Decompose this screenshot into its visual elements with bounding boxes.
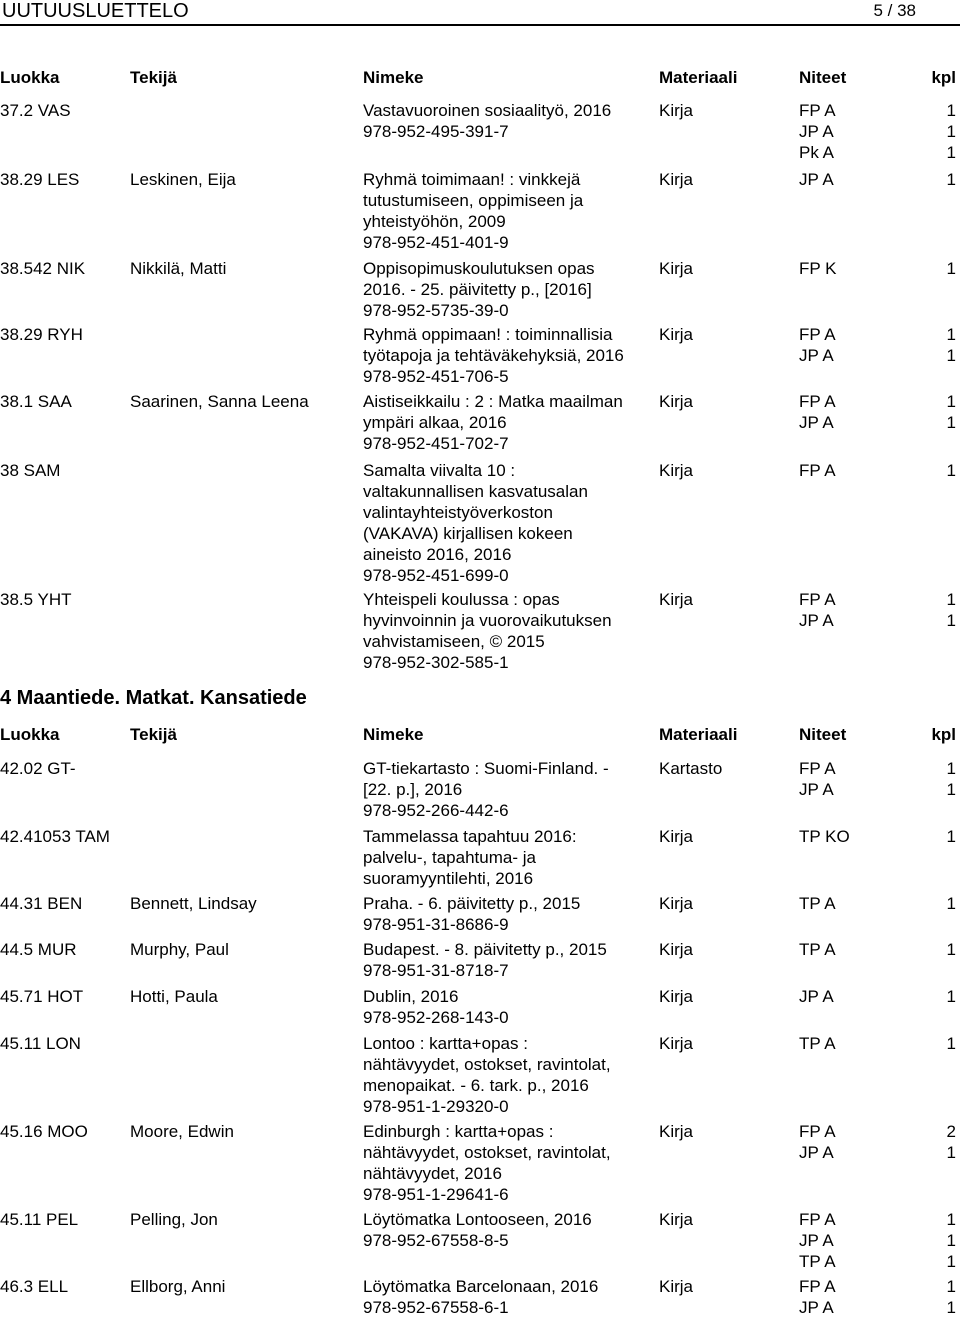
tekija-cell xyxy=(130,460,360,481)
nimeke-cell-line: 978-952-451-706-5 xyxy=(363,367,509,386)
luokka-cell xyxy=(0,100,128,121)
kpl-cell-line: 1 xyxy=(946,1231,956,1250)
nimeke-cell-line: Ryhmä toimimaan! : vinkkejä xyxy=(363,170,581,189)
nimeke-cell xyxy=(363,460,655,586)
materiaali-cell xyxy=(659,169,799,190)
materiaali-cell xyxy=(659,758,799,779)
tekija-cell xyxy=(130,986,360,1007)
tekija-cell-line: Leskinen, Eija xyxy=(130,170,236,189)
nimeke-cell-line: Budapest. - 8. päivitetty p., 2015 xyxy=(363,940,607,959)
luokka-cell xyxy=(0,986,128,1007)
niteet-cell-line: FP A xyxy=(799,590,836,609)
kpl-cell xyxy=(926,1276,956,1318)
niteet-cell-line: JP A xyxy=(799,1298,834,1317)
nimeke-cell-line: 2016. - 25. päivitetty p., [2016] xyxy=(363,280,592,299)
materiaali-cell-line: Kirja xyxy=(659,987,694,1006)
section-title: 4 Maantiede. Matkat. Kansatiede xyxy=(0,687,307,709)
niteet-cell xyxy=(799,324,919,366)
kpl-cell-line: 1 xyxy=(946,413,956,432)
niteet-cell-line: FP A xyxy=(799,1277,836,1296)
kpl-cell xyxy=(926,391,956,433)
tekija-cell xyxy=(130,893,360,914)
luokka-cell-line: 45.16 MOO xyxy=(0,1122,88,1141)
materiaali-cell xyxy=(659,986,799,1007)
niteet-cell-line: TP A xyxy=(799,1252,836,1271)
kpl-cell-line: 1 xyxy=(946,170,956,189)
materiaali-cell xyxy=(659,391,799,412)
niteet-cell xyxy=(799,1033,919,1054)
luokka-cell xyxy=(0,1121,128,1142)
nimeke-cell-line: 978-952-495-391-7 xyxy=(363,122,509,141)
page-number: 5 / 38 xyxy=(873,1,916,20)
materiaali-cell xyxy=(659,1276,799,1297)
niteet-cell-line: JP A xyxy=(799,987,834,1006)
kpl-cell xyxy=(926,589,956,631)
nimeke-cell-line: menopaikat. - 6. tark. p., 2016 xyxy=(363,1076,589,1095)
column-header-nimeke: Nimeke xyxy=(363,725,424,744)
nimeke-cell-line: tutustumiseen, oppimiseen ja xyxy=(363,191,584,210)
nimeke-cell xyxy=(363,758,655,821)
tekija-cell xyxy=(130,1121,360,1142)
nimeke-cell-line: Löytömatka Barcelonaan, 2016 xyxy=(363,1277,599,1296)
nimeke-cell xyxy=(363,1121,655,1205)
materiaali-cell-line: Kirja xyxy=(659,259,694,278)
nimeke-cell-line: suoramyyntilehti, 2016 xyxy=(363,869,534,888)
page-header xyxy=(0,0,960,24)
luokka-cell-line: 44.31 BEN xyxy=(0,894,83,913)
tekija-cell-line xyxy=(130,324,360,345)
materiaali-cell xyxy=(659,258,799,279)
niteet-cell xyxy=(799,1209,919,1272)
nimeke-cell xyxy=(363,893,655,935)
kpl-cell xyxy=(926,939,956,960)
kpl-cell xyxy=(926,1209,956,1272)
tekija-cell-line xyxy=(130,826,360,847)
kpl-cell xyxy=(926,100,956,163)
nimeke-cell-line: vahvistamiseen, © 2015 xyxy=(363,632,545,651)
nimeke-cell-line: palvelu-, tapahtuma- ja xyxy=(363,848,536,867)
niteet-cell xyxy=(799,100,919,163)
niteet-cell-line: FP A xyxy=(799,101,836,120)
niteet-cell-line: JP A xyxy=(799,346,834,365)
luokka-cell xyxy=(0,460,128,481)
nimeke-cell xyxy=(363,986,655,1028)
tekija-cell-line xyxy=(130,758,360,779)
nimeke-cell-line: Edinburgh : kartta+opas : xyxy=(363,1122,554,1141)
column-header-luokka: Luokka xyxy=(0,725,60,744)
luokka-cell-line: 45.11 LON xyxy=(0,1034,81,1053)
nimeke-cell-line: ympäri alkaa, 2016 xyxy=(363,413,507,432)
tekija-cell xyxy=(130,324,360,345)
nimeke-cell-line: Aistiseikkailu : 2 : Matka maailman xyxy=(363,392,623,411)
kpl-cell-line: 1 xyxy=(946,461,956,480)
luokka-cell xyxy=(0,589,128,610)
nimeke-cell-line: Tammelassa tapahtuu 2016: xyxy=(363,827,577,846)
kpl-cell xyxy=(926,986,956,1007)
luokka-cell-line: 45.11 PEL xyxy=(0,1210,79,1229)
nimeke-cell xyxy=(363,826,655,889)
kpl-cell xyxy=(926,893,956,914)
niteet-cell-line: FP A xyxy=(799,759,836,778)
nimeke-cell xyxy=(363,1033,655,1117)
niteet-cell-line: JP A xyxy=(799,611,834,630)
nimeke-cell-line: yhteistyöhön, 2009 xyxy=(363,212,506,231)
nimeke-cell-line: Samalta viivalta 10 : xyxy=(363,461,516,480)
nimeke-cell-line: 978-952-67558-6-1 xyxy=(363,1298,509,1317)
column-header-materiaali: Materiaali xyxy=(659,725,738,744)
luokka-cell-line: 37.2 VAS xyxy=(0,101,71,120)
materiaali-cell-line: Kirja xyxy=(659,101,694,120)
tekija-cell xyxy=(130,391,360,412)
niteet-cell xyxy=(799,758,919,800)
materiaali-cell-line: Kirja xyxy=(659,590,694,609)
tekija-cell-line xyxy=(130,1033,360,1054)
niteet-cell-line: JP A xyxy=(799,780,834,799)
materiaali-cell-line: Kirja xyxy=(659,1210,694,1229)
luokka-cell xyxy=(0,1209,128,1230)
niteet-cell xyxy=(799,589,919,631)
materiaali-cell-line: Kirja xyxy=(659,1122,694,1141)
luokka-cell xyxy=(0,758,128,779)
materiaali-cell xyxy=(659,1209,799,1230)
niteet-cell xyxy=(799,258,919,279)
nimeke-cell-line: Yhteispeli koulussa : opas xyxy=(363,590,560,609)
tekija-cell-line: Bennett, Lindsay xyxy=(130,894,257,913)
niteet-cell xyxy=(799,1121,919,1163)
materiaali-cell xyxy=(659,324,799,345)
luokka-cell xyxy=(0,939,128,960)
kpl-cell-line: 1 xyxy=(946,590,956,609)
tekija-cell xyxy=(130,826,360,847)
luokka-cell-line: 44.5 MUR xyxy=(0,940,77,959)
tekija-cell xyxy=(130,169,360,190)
kpl-cell-line: 1 xyxy=(946,1210,956,1229)
materiaali-cell xyxy=(659,460,799,481)
niteet-cell-line: FP K xyxy=(799,259,837,278)
nimeke-cell xyxy=(363,589,655,673)
kpl-cell-line: 1 xyxy=(946,987,956,1006)
tekija-cell-line: Nikkilä, Matti xyxy=(130,259,227,278)
nimeke-cell-line: [22. p.], 2016 xyxy=(363,780,463,799)
kpl-cell-line: 1 xyxy=(946,122,956,141)
kpl-cell-line: 1 xyxy=(946,894,956,913)
niteet-cell-line: TP A xyxy=(799,894,836,913)
luokka-cell-line: 42.02 GT- xyxy=(0,759,76,778)
nimeke-cell-line: valintayhteistyöverkoston xyxy=(363,503,553,522)
materiaali-cell xyxy=(659,893,799,914)
kpl-cell xyxy=(926,460,956,481)
kpl-cell-line: 1 xyxy=(946,346,956,365)
header-rule xyxy=(0,24,960,26)
kpl-cell-line: 1 xyxy=(946,1298,956,1317)
column-header-tekija: Tekijä xyxy=(130,68,177,87)
tekija-cell xyxy=(130,1276,360,1297)
niteet-cell-line: Pk A xyxy=(799,143,834,162)
niteet-cell-line: JP A xyxy=(799,122,834,141)
nimeke-cell xyxy=(363,258,655,321)
nimeke-cell-line: Praha. - 6. päivitetty p., 2015 xyxy=(363,894,581,913)
nimeke-cell xyxy=(363,1276,655,1318)
nimeke-cell-line: 978-952-451-702-7 xyxy=(363,434,509,453)
niteet-cell xyxy=(799,893,919,914)
nimeke-cell-line: hyvinvoinnin ja vuorovaikutuksen xyxy=(363,611,612,630)
nimeke-cell-line: 978-952-268-143-0 xyxy=(363,1008,509,1027)
kpl-cell-line: 1 xyxy=(946,1277,956,1296)
luokka-cell xyxy=(0,391,128,412)
document-title: UUTUUSLUETTELO xyxy=(2,0,189,22)
kpl-cell-line: 1 xyxy=(946,759,956,778)
materiaali-cell xyxy=(659,1033,799,1054)
nimeke-cell-line: 978-952-302-585-1 xyxy=(363,653,509,672)
kpl-cell-line: 1 xyxy=(946,780,956,799)
niteet-cell xyxy=(799,391,919,433)
materiaali-cell xyxy=(659,1121,799,1142)
niteet-cell-line: FP A xyxy=(799,1122,836,1141)
nimeke-cell-line: Oppisopimuskoulutuksen opas xyxy=(363,259,595,278)
tekija-cell-line: Hotti, Paula xyxy=(130,987,218,1006)
nimeke-cell-line: (VAKAVA) kirjallisen kokeen xyxy=(363,524,573,543)
niteet-cell xyxy=(799,1276,919,1318)
materiaali-cell-line: Kirja xyxy=(659,827,694,846)
luokka-cell xyxy=(0,826,128,847)
nimeke-cell-line: 978-951-1-29320-0 xyxy=(363,1097,509,1116)
tekija-cell xyxy=(130,258,360,279)
kpl-cell xyxy=(926,826,956,847)
materiaali-cell-line: Kirja xyxy=(659,894,694,913)
kpl-cell-line: 1 xyxy=(946,611,956,630)
kpl-cell-line: 1 xyxy=(946,259,956,278)
kpl-cell-line: 1 xyxy=(946,827,956,846)
niteet-cell-line: FP A xyxy=(799,1210,836,1229)
column-header-niteet: Niteet xyxy=(799,725,847,744)
materiaali-cell-line: Kirja xyxy=(659,940,694,959)
nimeke-cell-line: nähtävyydet, ostokset, ravintolat, xyxy=(363,1143,611,1162)
column-headers-2 xyxy=(0,724,960,746)
nimeke-cell xyxy=(363,100,655,142)
kpl-cell-line: 1 xyxy=(946,325,956,344)
nimeke-cell xyxy=(363,169,655,253)
niteet-cell-line: JP A xyxy=(799,170,834,189)
nimeke-cell-line: Vastavuoroinen sosiaalityö, 2016 xyxy=(363,101,612,120)
luokka-cell-line: 45.71 HOT xyxy=(0,987,84,1006)
nimeke-cell-line: työtapoja ja tehtäväkehyksiä, 2016 xyxy=(363,346,624,365)
nimeke-cell-line: valtakunnallisen kasvatusalan xyxy=(363,482,588,501)
tekija-cell-line xyxy=(130,100,360,121)
tekija-cell-line: Moore, Edwin xyxy=(130,1122,234,1141)
nimeke-cell-line: nähtävyydet, ostokset, ravintolat, xyxy=(363,1055,611,1074)
tekija-cell xyxy=(130,939,360,960)
materiaali-cell xyxy=(659,826,799,847)
nimeke-cell xyxy=(363,391,655,454)
nimeke-cell-line: Ryhmä oppimaan! : toiminnallisia xyxy=(363,325,613,344)
niteet-cell xyxy=(799,986,919,1007)
column-header-tekija: Tekijä xyxy=(130,725,177,744)
kpl-cell xyxy=(926,1033,956,1054)
kpl-cell-line: 1 xyxy=(946,940,956,959)
niteet-cell xyxy=(799,460,919,481)
niteet-cell-line: TP A xyxy=(799,940,836,959)
nimeke-cell-line: 978-952-67558-8-5 xyxy=(363,1231,509,1250)
kpl-cell xyxy=(926,169,956,190)
materiaali-cell-line: Kartasto xyxy=(659,759,723,778)
niteet-cell-line: FP A xyxy=(799,461,836,480)
tekija-cell-line: Ellborg, Anni xyxy=(130,1277,226,1296)
tekija-cell-line xyxy=(130,460,360,481)
materiaali-cell-line: Kirja xyxy=(659,1034,694,1053)
kpl-cell-line: 1 xyxy=(946,1034,956,1053)
tekija-cell-line: Murphy, Paul xyxy=(130,940,229,959)
nimeke-cell-line: nähtävyydet, 2016 xyxy=(363,1164,502,1183)
niteet-cell xyxy=(799,939,919,960)
luokka-cell-line: 38.29 RYH xyxy=(0,325,83,344)
column-header-nimeke: Nimeke xyxy=(363,68,424,87)
tekija-cell xyxy=(130,1209,360,1230)
luokka-cell xyxy=(0,893,128,914)
niteet-cell-line: FP A xyxy=(799,325,836,344)
nimeke-cell-line: 978-952-451-401-9 xyxy=(363,233,509,252)
nimeke-cell-line: 978-951-31-8718-7 xyxy=(363,961,509,980)
luokka-cell-line: 38.1 SAA xyxy=(0,392,72,411)
kpl-cell xyxy=(926,324,956,366)
nimeke-cell-line: aineisto 2016, 2016 xyxy=(363,545,512,564)
nimeke-cell-line: 978-951-1-29641-6 xyxy=(363,1185,509,1204)
column-header-kpl: kpl xyxy=(931,68,956,87)
materiaali-cell-line: Kirja xyxy=(659,170,694,189)
tekija-cell-line: Pelling, Jon xyxy=(130,1210,218,1229)
luokka-cell-line: 42.41053 TAM xyxy=(0,827,110,846)
niteet-cell-line: JP A xyxy=(799,1143,834,1162)
niteet-cell xyxy=(799,169,919,190)
tekija-cell xyxy=(130,100,360,121)
tekija-cell-line xyxy=(130,589,360,610)
nimeke-cell-line: 978-951-31-8686-9 xyxy=(363,915,509,934)
materiaali-cell xyxy=(659,939,799,960)
materiaali-cell xyxy=(659,589,799,610)
niteet-cell xyxy=(799,826,919,847)
nimeke-cell-line: 978-952-5735-39-0 xyxy=(363,301,509,320)
tekija-cell xyxy=(130,758,360,779)
luokka-cell-line: 38 SAM xyxy=(0,461,61,480)
kpl-cell-line: 1 xyxy=(946,1143,956,1162)
nimeke-cell-line: Lontoo : kartta+opas : xyxy=(363,1034,528,1053)
luokka-cell-line: 38.29 LES xyxy=(0,170,80,189)
nimeke-cell-line: GT-tiekartasto : Suomi-Finland. - xyxy=(363,759,609,778)
nimeke-cell xyxy=(363,1209,655,1251)
luokka-cell-line: 38.542 NIK xyxy=(0,259,86,278)
kpl-cell xyxy=(926,758,956,800)
kpl-cell-line: 1 xyxy=(946,392,956,411)
column-header-luokka: Luokka xyxy=(0,68,60,87)
luokka-cell xyxy=(0,1276,128,1297)
niteet-cell-line: TP KO xyxy=(799,827,850,846)
kpl-cell-line: 1 xyxy=(946,1252,956,1271)
kpl-cell xyxy=(926,1121,956,1163)
column-header-niteet: Niteet xyxy=(799,68,847,87)
luokka-cell xyxy=(0,169,128,190)
column-header-materiaali: Materiaali xyxy=(659,68,738,87)
niteet-cell-line: JP A xyxy=(799,413,834,432)
kpl-cell-line: 2 xyxy=(946,1122,956,1141)
niteet-cell-line: JP A xyxy=(799,1231,834,1250)
materiaali-cell xyxy=(659,100,799,121)
materiaali-cell-line: Kirja xyxy=(659,1277,694,1296)
luokka-cell xyxy=(0,1033,128,1054)
tekija-cell xyxy=(130,589,360,610)
nimeke-cell xyxy=(363,939,655,981)
nimeke-cell-line: Löytömatka Lontooseen, 2016 xyxy=(363,1210,592,1229)
materiaali-cell-line: Kirja xyxy=(659,461,694,480)
luokka-cell xyxy=(0,324,128,345)
nimeke-cell-line: Dublin, 2016 xyxy=(363,987,459,1006)
nimeke-cell xyxy=(363,324,655,387)
materiaali-cell-line: Kirja xyxy=(659,392,694,411)
luokka-cell xyxy=(0,258,128,279)
luokka-cell-line: 46.3 ELL xyxy=(0,1277,69,1296)
nimeke-cell-line: 978-952-266-442-6 xyxy=(363,801,509,820)
niteet-cell-line: TP A xyxy=(799,1034,836,1053)
tekija-cell xyxy=(130,1033,360,1054)
kpl-cell-line: 1 xyxy=(946,101,956,120)
tekija-cell-line: Saarinen, Sanna Leena xyxy=(130,392,309,411)
column-headers xyxy=(0,67,960,89)
niteet-cell-line: FP A xyxy=(799,392,836,411)
column-header-kpl: kpl xyxy=(931,725,956,744)
luokka-cell-line: 38.5 YHT xyxy=(0,590,72,609)
nimeke-cell-line: 978-952-451-699-0 xyxy=(363,566,509,585)
materiaali-cell-line: Kirja xyxy=(659,325,694,344)
kpl-cell xyxy=(926,258,956,279)
kpl-cell-line: 1 xyxy=(946,143,956,162)
